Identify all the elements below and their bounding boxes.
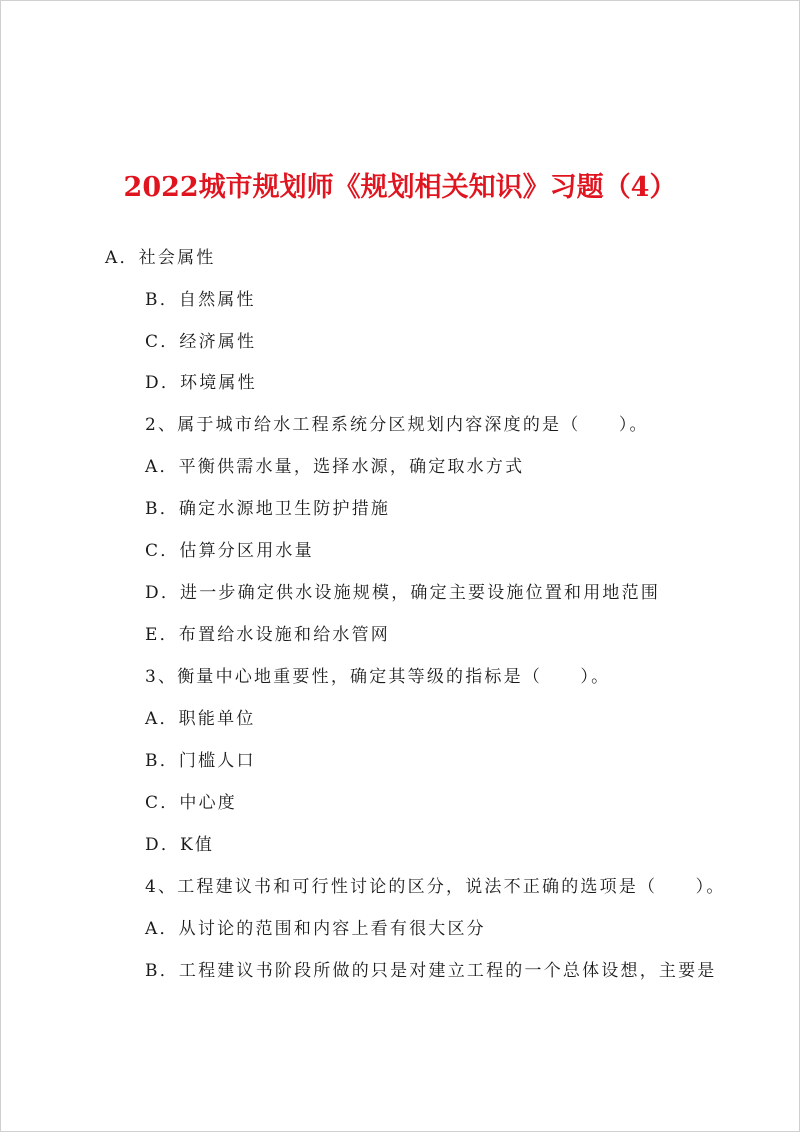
document-title: 2022城市规划师《规划相关知识》习题（4） (123, 172, 677, 203)
option-line: E．布置给水设施和给水管网 (145, 625, 391, 645)
question-line: 4、工程建议书和可行性讨论的区分，说法不正确的选项是（ ）。 (145, 877, 726, 897)
option-line: A．从讨论的范围和内容上看有很大区分 (145, 919, 486, 939)
option-line: D．环境属性 (145, 373, 257, 393)
option-line: B．工程建议书阶段所做的只是对建立工程的一个总体设想，主要是 (145, 961, 717, 981)
question-line: 3、衡量中心地重要性，确定其等级的指标是（ ）。 (145, 667, 611, 687)
option-line: A．社会属性 (105, 248, 216, 268)
option-line: C．中心度 (145, 793, 238, 813)
option-line: B．自然属性 (145, 290, 256, 310)
option-line: D．进一步确定供水设施规模，确定主要设施位置和用地范围 (145, 583, 661, 603)
option-line: A．平衡供需水量，选择水源，确定取水方式 (145, 457, 525, 477)
question-line: 2、属于城市给水工程系统分区规划内容深度的是（ ）。 (145, 415, 649, 435)
option-line: C．估算分区用水量 (145, 541, 314, 561)
option-line: D．K值 (145, 835, 215, 855)
option-line: A．职能单位 (145, 709, 256, 729)
option-line: B．确定水源地卫生防护措施 (145, 499, 391, 519)
option-line: C．经济属性 (145, 332, 257, 352)
option-line: B．门槛人口 (145, 751, 256, 771)
